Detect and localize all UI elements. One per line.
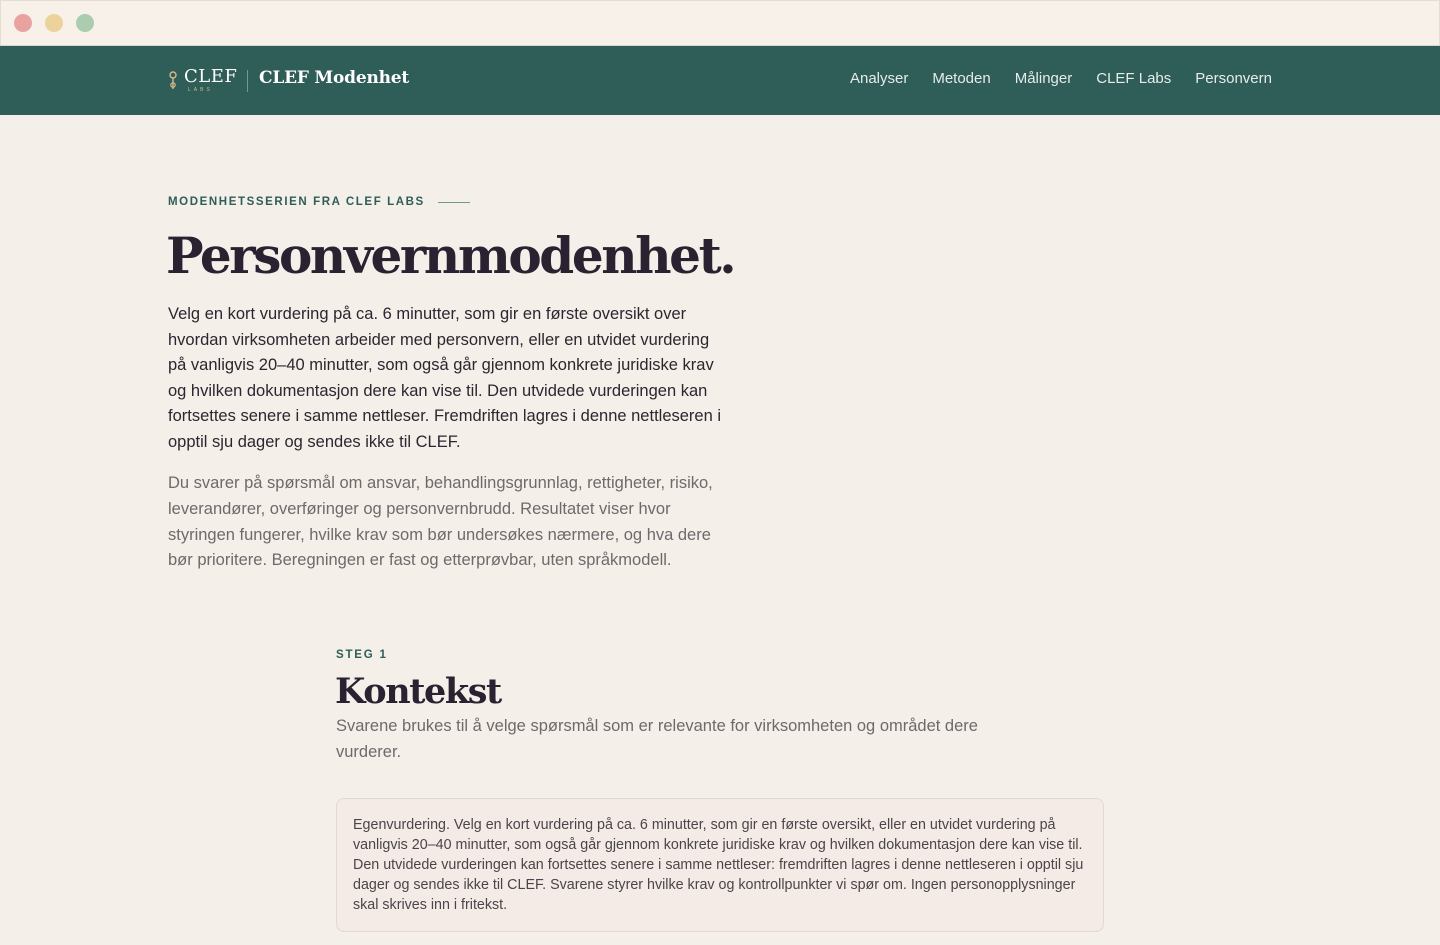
window-minimize-button[interactable] bbox=[45, 14, 63, 32]
nav-link-malinger[interactable]: Målinger bbox=[1014, 70, 1073, 87]
step-description: Svarene brukes til å velge spørsmål som er relevante for virksomheten og området dere vurderer. bbox=[336, 717, 978, 761]
nav-link-metoden[interactable]: Metoden bbox=[932, 70, 991, 87]
hero-sub-paragraph: Du svarer på spørsmål om ansvar, behandlingsgrunnlag, rettigheter, risiko, leverandører, overføringer og personvernbrudd. Resultatet viser hvor styringen fungerer, hvilke krav som bør undersøkes nærmere, og hva dere bør prioritere. Beregningen er fast og etterprøvbar, uten språkmodell. bbox=[168, 474, 713, 570]
main-navigation bbox=[850, 70, 1272, 87]
nav-divider bbox=[247, 70, 248, 92]
logo-wordmark: CLEF bbox=[184, 66, 238, 87]
hero-lead-paragraph: Velg en kort vurdering på ca. 6 minutter, som gir en første oversikt over hvordan virksomheten arbeider med personvern, eller en utvidet vurdering på vanligvis 20–40 minutter, som også går gjennom konkrete juridiske krav og hvilken dokumentasjon dere kan vise til. Den utvidede vurderingen kan fortsettes senere i samme nettleser. Fremdriften lagres i denne nettleseren i opptil sju dager og sendes ikke til CLEF. bbox=[168, 305, 722, 451]
key-icon bbox=[168, 70, 178, 90]
nav-link-clef-labs[interactable]: CLEF Labs bbox=[1096, 70, 1172, 87]
top-navbar bbox=[0, 46, 1440, 115]
hero-eyebrow bbox=[168, 196, 470, 208]
hero-eyebrow-text: MODENHETSSERIEN FRA CLEF LABS bbox=[168, 196, 425, 208]
browser-chrome bbox=[0, 0, 1440, 46]
step-label: STEG 1 bbox=[336, 649, 388, 661]
window-maximize-button[interactable] bbox=[76, 14, 94, 32]
clef-logo[interactable] bbox=[168, 66, 238, 94]
step-title: Kontekst bbox=[335, 671, 501, 712]
notice-text: Egenvurdering. Velg en kort vurdering på ca. 6 minutter, som gir en første oversikt, eller en utvidet vurdering på vanligvis 20–40 minutter, som også går gjennom konkrete juridiske krav og hvilken dokumentasjon dere kan vise til. Den utvidede vurderingen kan fortsettes senere i samme nettleser: fremdriften lagres i denne nettleseren i opptil sju dager og sendes ikke til CLEF. Svarene styrer hvilke krav og kontrollpunkter vi spør om. Ingen personopplysninger skal skrives inn i fritekst. bbox=[353, 817, 1084, 913]
page-title: Personvernmodenhet. bbox=[166, 226, 735, 285]
brand-title[interactable]: CLEF Modenhet bbox=[259, 68, 410, 88]
self-assessment-notice bbox=[336, 798, 1104, 932]
logo-subtext: LABS bbox=[188, 87, 213, 93]
window-close-button[interactable] bbox=[14, 14, 32, 32]
nav-link-personvern[interactable]: Personvern bbox=[1195, 70, 1272, 87]
eyebrow-rule bbox=[438, 202, 470, 203]
nav-link-analyser[interactable]: Analyser bbox=[849, 70, 909, 87]
